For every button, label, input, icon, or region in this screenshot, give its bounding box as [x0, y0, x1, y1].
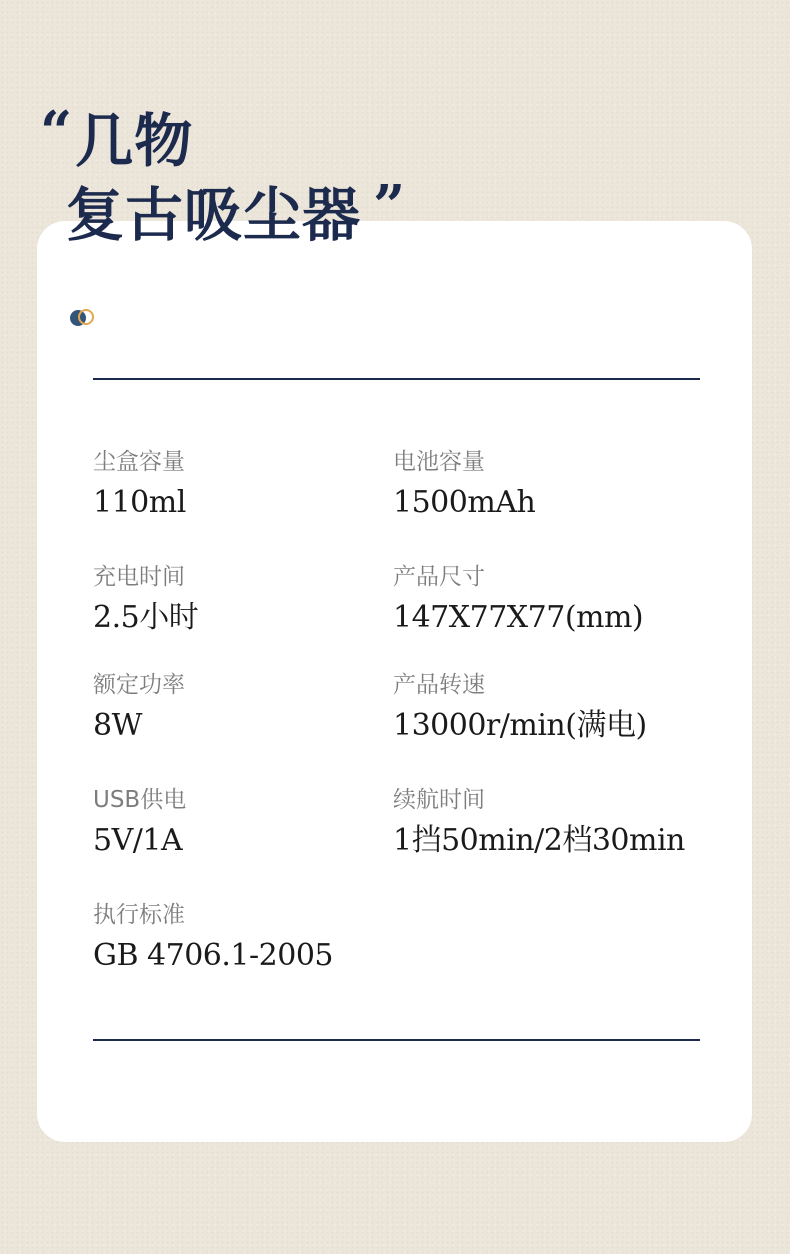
spec-rated-power [93, 670, 185, 746]
page-title [40, 99, 407, 252]
spec-value: 13000r/min(满电) [393, 708, 647, 743]
spec-label: 续航时间 [393, 787, 485, 813]
spec-usb-power [93, 785, 186, 861]
spec-value: 1挡50min/2档30min [393, 823, 685, 858]
spec-value: 2.5小时 [93, 600, 199, 635]
closing-quote: ” [373, 173, 407, 239]
bottom-divider [93, 1039, 700, 1041]
opening-quote: “ [40, 99, 74, 165]
spec-card [37, 221, 752, 1142]
top-divider [93, 378, 700, 380]
spec-charge-time [93, 562, 198, 638]
spec-value: 147X77X77(mm) [393, 600, 644, 635]
spec-standard [93, 900, 333, 976]
spec-label: 尘盒容量 [93, 449, 185, 475]
title-line-1 [40, 99, 406, 178]
spec-label: 电池容量 [393, 449, 485, 475]
spec-battery-life [393, 785, 685, 861]
spec-label: 充电时间 [93, 564, 185, 590]
spec-label: 产品转速 [393, 672, 485, 698]
spec-label: 执行标准 [93, 902, 185, 928]
spec-dust-capacity [93, 447, 186, 523]
gold-ring-icon [78, 309, 94, 325]
spec-value: 110ml [93, 485, 186, 520]
rings-logo-icon [70, 309, 100, 329]
spec-label: 产品尺寸 [393, 564, 485, 590]
spec-rotation-speed [393, 670, 647, 746]
product-name: 复古吸尘器 [66, 181, 362, 249]
spec-product-size [393, 562, 643, 638]
brand-name: 几物 [75, 107, 194, 175]
spec-battery-capacity [393, 447, 535, 523]
spec-value: 8W [93, 708, 142, 743]
spec-value: 1500mAh [393, 485, 536, 520]
spec-value: 5V/1A [93, 823, 183, 858]
spec-value: GB 4706.1-2005 [93, 938, 334, 973]
spec-label: 额定功率 [93, 672, 185, 698]
title-line-2 [40, 173, 407, 252]
spec-label: USB供电 [93, 787, 187, 813]
